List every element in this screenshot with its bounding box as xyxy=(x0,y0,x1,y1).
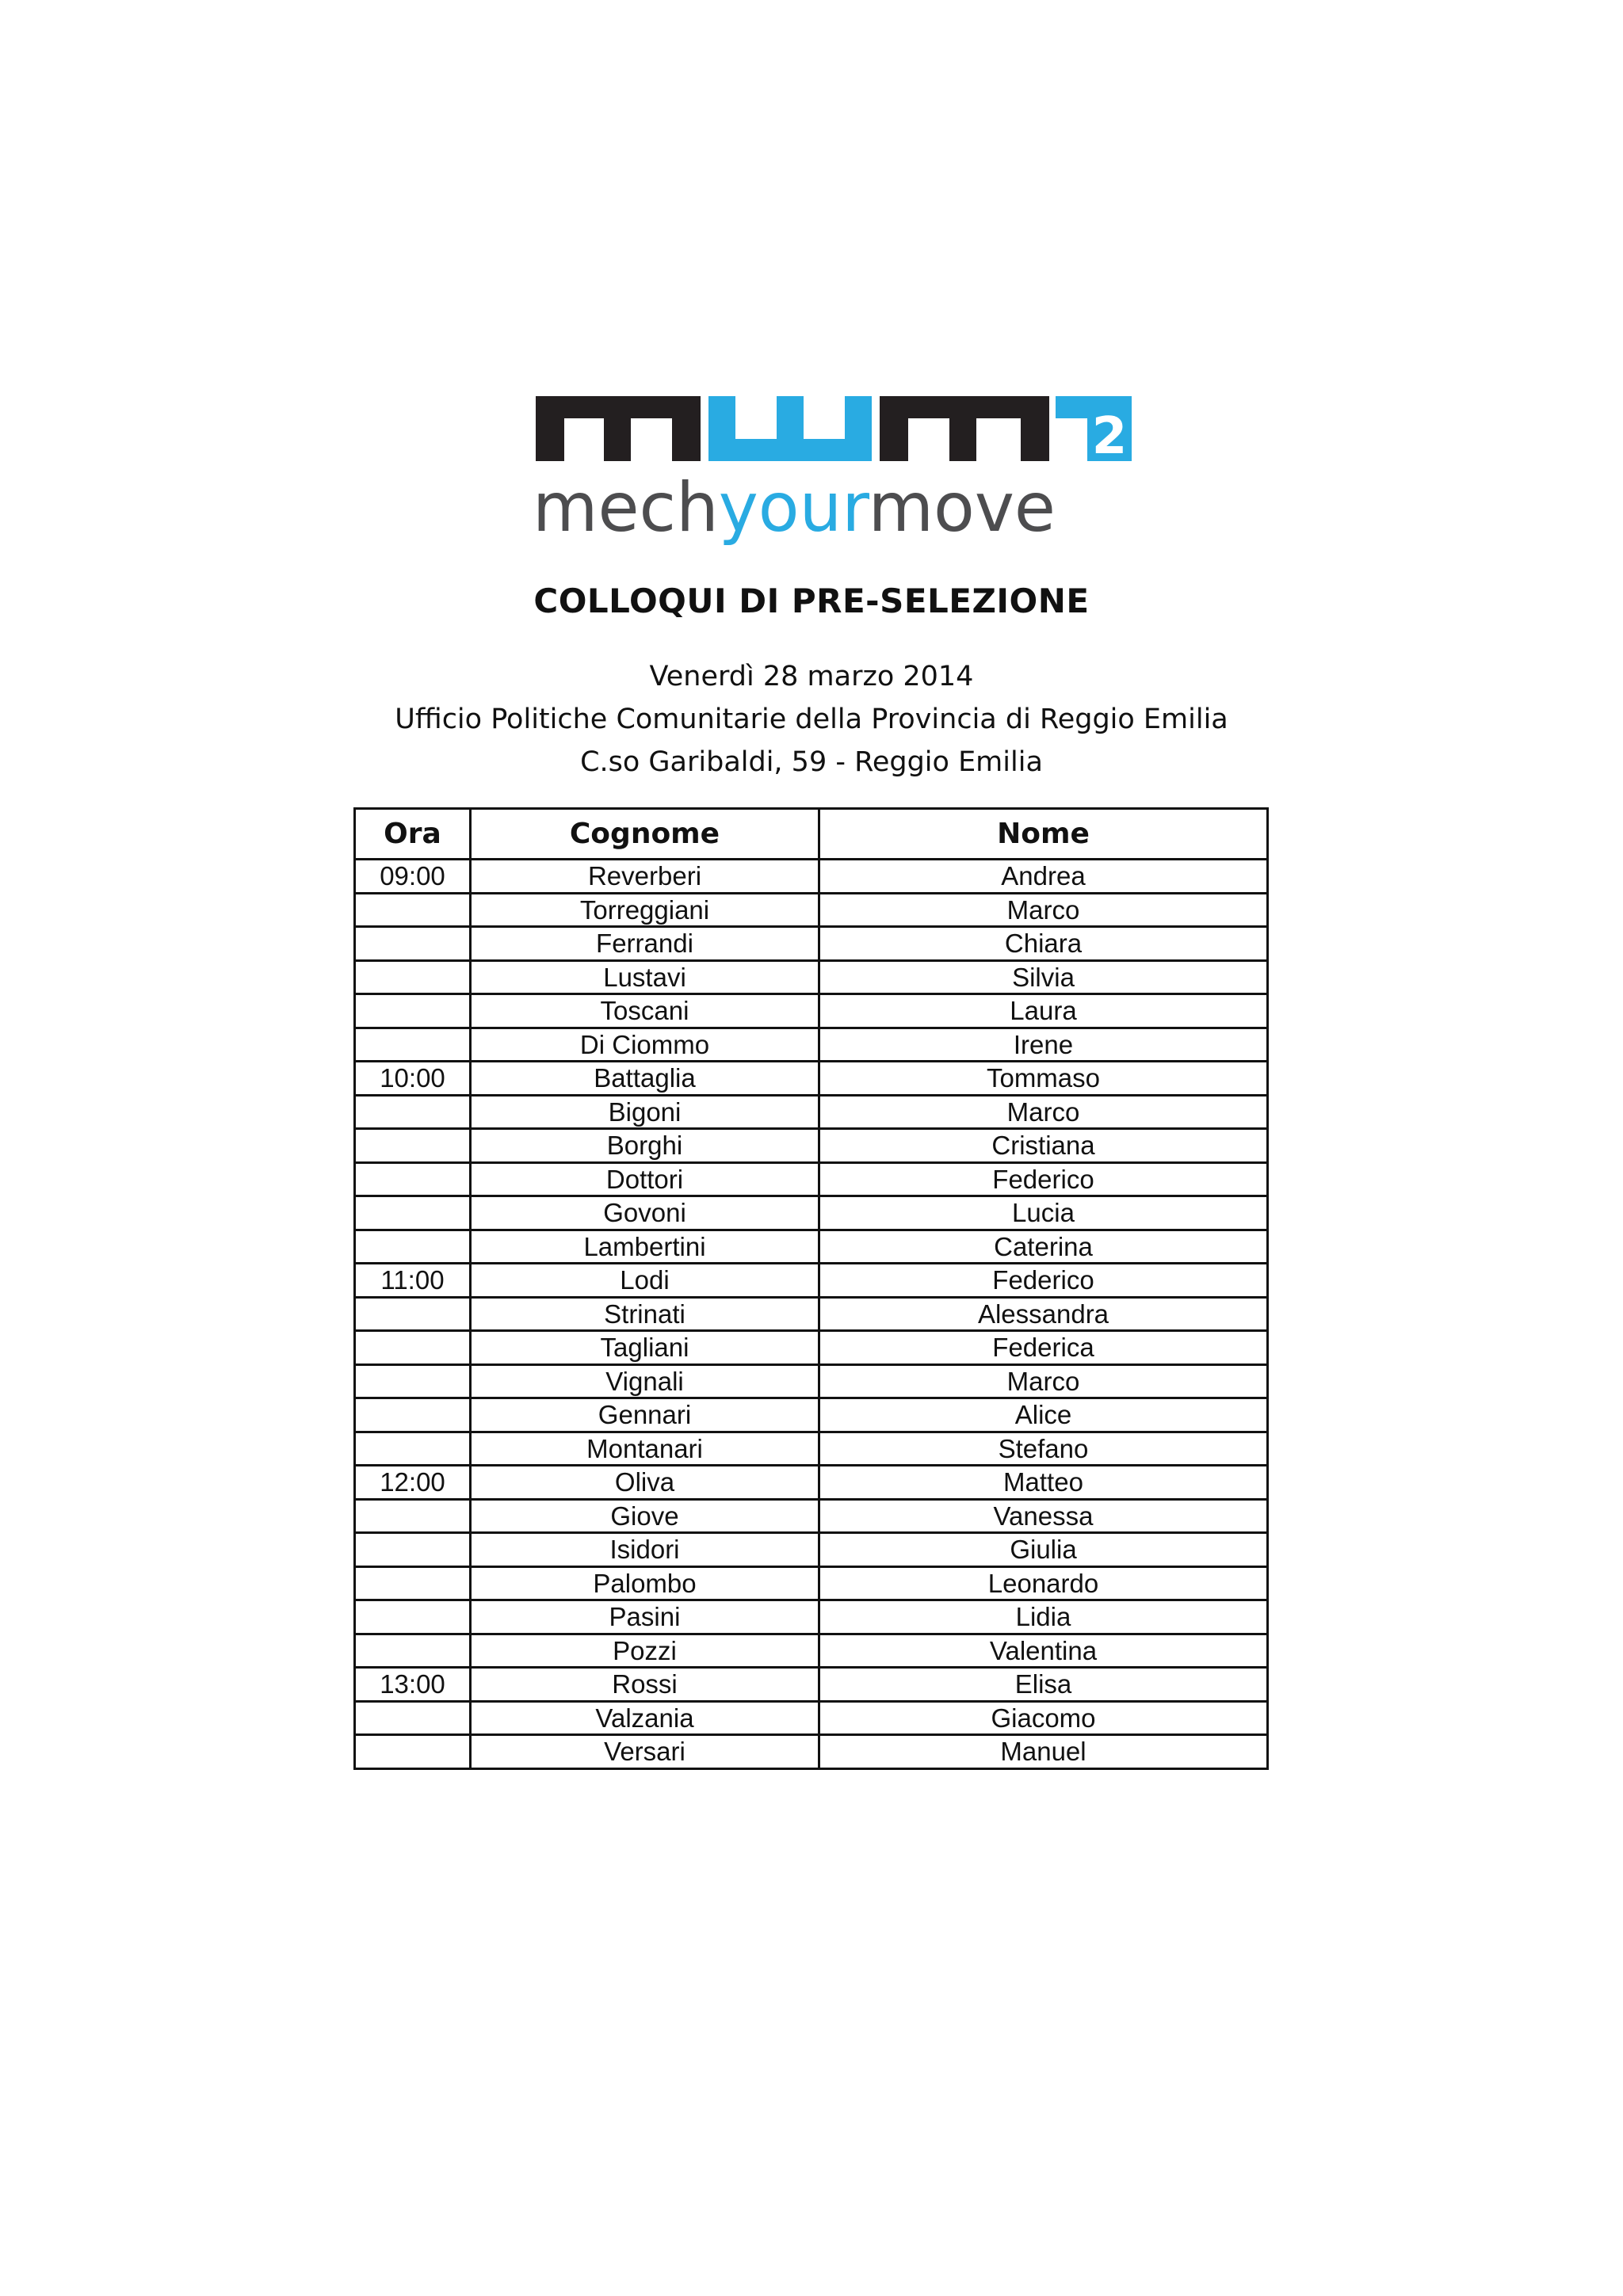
event-date: Venerdì 28 marzo 2014 xyxy=(649,661,974,692)
cell-ora xyxy=(355,1196,471,1230)
cell-ora xyxy=(355,1129,471,1163)
cell-ora xyxy=(355,893,471,927)
cell-cognome: Bigoni xyxy=(471,1095,819,1129)
cell-nome: Giacomo xyxy=(819,1701,1268,1735)
logo-m-right xyxy=(880,396,1049,461)
table-row xyxy=(355,1062,1268,1096)
cell-ora xyxy=(355,1230,471,1264)
column-header-cognome: Cognome xyxy=(471,809,819,860)
cell-nome: Tommaso xyxy=(819,1062,1268,1096)
cell-cognome: Montanari xyxy=(471,1432,819,1466)
cell-nome: Caterina xyxy=(819,1230,1268,1264)
cell-cognome: Gennari xyxy=(471,1398,819,1432)
interview-schedule-table xyxy=(353,807,1269,1770)
mym2-logo xyxy=(533,390,1135,558)
table-row xyxy=(355,1129,1268,1163)
cell-ora xyxy=(355,1398,471,1432)
cell-nome: Marco xyxy=(819,1364,1268,1398)
cell-cognome: Reverberi xyxy=(471,860,819,894)
table-row xyxy=(355,860,1268,894)
table-row xyxy=(355,1162,1268,1196)
logo-superscript-box xyxy=(1056,396,1132,466)
cell-ora: 11:00 xyxy=(355,1264,471,1298)
office-address: C.so Garibaldi, 59 - Reggio Emilia xyxy=(580,746,1043,778)
cell-nome: Federico xyxy=(819,1162,1268,1196)
table-row xyxy=(355,1364,1268,1398)
logo-word-move: move xyxy=(868,468,1059,547)
cell-nome: Cristiana xyxy=(819,1129,1268,1163)
table-row xyxy=(355,1533,1268,1567)
cell-cognome: Lambertini xyxy=(471,1230,819,1264)
cell-nome: Stefano xyxy=(819,1432,1268,1466)
table-row xyxy=(355,1499,1268,1533)
cell-cognome: Ferrandi xyxy=(471,927,819,961)
cell-ora xyxy=(355,1095,471,1129)
cell-ora xyxy=(355,1432,471,1466)
table-row xyxy=(355,1466,1268,1500)
cell-nome: Laura xyxy=(819,994,1268,1028)
column-header-ora: Ora xyxy=(355,809,471,860)
cell-ora xyxy=(355,994,471,1028)
cell-nome: Lucia xyxy=(819,1196,1268,1230)
cell-ora: 10:00 xyxy=(355,1062,471,1096)
cell-cognome: Tagliani xyxy=(471,1331,819,1365)
column-header-nome: Nome xyxy=(819,809,1268,860)
cell-ora xyxy=(355,1297,471,1331)
cell-ora xyxy=(355,1701,471,1735)
cell-cognome: Oliva xyxy=(471,1466,819,1500)
cell-ora xyxy=(355,1162,471,1196)
table-header-row xyxy=(355,809,1268,860)
cell-cognome: Di Ciommo xyxy=(471,1028,819,1062)
logo-wordmark xyxy=(533,468,1059,547)
cell-cognome: Govoni xyxy=(471,1196,819,1230)
table-row xyxy=(355,927,1268,961)
cell-ora xyxy=(355,1533,471,1567)
table-row xyxy=(355,1196,1268,1230)
table-row xyxy=(355,1566,1268,1600)
cell-nome: Alice xyxy=(819,1398,1268,1432)
office-name: Ufficio Politiche Comunitarie della Provincia di Reggio Emilia xyxy=(395,704,1228,735)
table-row xyxy=(355,1297,1268,1331)
table-row xyxy=(355,1600,1268,1634)
cell-nome: Marco xyxy=(819,893,1268,927)
cell-ora xyxy=(355,1499,471,1533)
table-row xyxy=(355,1668,1268,1702)
cell-cognome: Toscani xyxy=(471,994,819,1028)
cell-cognome: Lustavi xyxy=(471,960,819,994)
logo-word-your: your xyxy=(718,468,871,547)
cell-ora xyxy=(355,1566,471,1600)
cell-ora xyxy=(355,1028,471,1062)
cell-cognome: Lodi xyxy=(471,1264,819,1298)
logo-y xyxy=(708,396,872,461)
cell-nome: Vanessa xyxy=(819,1499,1268,1533)
cell-nome: Marco xyxy=(819,1095,1268,1129)
cell-cognome: Borghi xyxy=(471,1129,819,1163)
cell-nome: Valentina xyxy=(819,1634,1268,1668)
table-row xyxy=(355,1331,1268,1365)
logo-m-left xyxy=(536,396,701,461)
cell-nome: Silvia xyxy=(819,960,1268,994)
cell-nome: Irene xyxy=(819,1028,1268,1062)
cell-nome: Elisa xyxy=(819,1668,1268,1702)
table-row xyxy=(355,1432,1268,1466)
cell-nome: Manuel xyxy=(819,1735,1268,1769)
cell-cognome: Torreggiani xyxy=(471,893,819,927)
cell-ora xyxy=(355,1634,471,1668)
table-row xyxy=(355,1230,1268,1264)
cell-ora: 09:00 xyxy=(355,860,471,894)
cell-nome: Matteo xyxy=(819,1466,1268,1500)
cell-nome: Lidia xyxy=(819,1600,1268,1634)
table-row xyxy=(355,1634,1268,1668)
table-row xyxy=(355,994,1268,1028)
cell-cognome: Isidori xyxy=(471,1533,819,1567)
cell-ora xyxy=(355,1735,471,1769)
logo-superscript: 2 xyxy=(1091,407,1128,466)
cell-cognome: Palombo xyxy=(471,1566,819,1600)
cell-nome: Andrea xyxy=(819,860,1268,894)
table-row xyxy=(355,893,1268,927)
cell-ora xyxy=(355,960,471,994)
cell-cognome: Vignali xyxy=(471,1364,819,1398)
cell-cognome: Versari xyxy=(471,1735,819,1769)
table-row xyxy=(355,1735,1268,1769)
cell-cognome: Pozzi xyxy=(471,1634,819,1668)
cell-ora: 13:00 xyxy=(355,1668,471,1702)
cell-nome: Federico xyxy=(819,1264,1268,1298)
cell-ora xyxy=(355,1600,471,1634)
cell-nome: Federica xyxy=(819,1331,1268,1365)
cell-ora: 12:00 xyxy=(355,1466,471,1500)
cell-cognome: Battaglia xyxy=(471,1062,819,1096)
table-row xyxy=(355,960,1268,994)
page-title: COLLOQUI DI PRE-SELEZIONE xyxy=(533,582,1090,620)
cell-ora xyxy=(355,927,471,961)
cell-nome: Alessandra xyxy=(819,1297,1268,1331)
table-row xyxy=(355,1028,1268,1062)
cell-cognome: Giove xyxy=(471,1499,819,1533)
table-row xyxy=(355,1264,1268,1298)
cell-cognome: Pasini xyxy=(471,1600,819,1634)
cell-nome: Leonardo xyxy=(819,1566,1268,1600)
cell-nome: Giulia xyxy=(819,1533,1268,1567)
cell-ora xyxy=(355,1364,471,1398)
table-row xyxy=(355,1398,1268,1432)
table-row xyxy=(355,1701,1268,1735)
logo-word-mech: mech xyxy=(533,468,722,547)
cell-cognome: Dottori xyxy=(471,1162,819,1196)
cell-ora xyxy=(355,1331,471,1365)
table-row xyxy=(355,1095,1268,1129)
cell-cognome: Rossi xyxy=(471,1668,819,1702)
cell-nome: Chiara xyxy=(819,927,1268,961)
cell-cognome: Strinati xyxy=(471,1297,819,1331)
cell-cognome: Valzania xyxy=(471,1701,819,1735)
